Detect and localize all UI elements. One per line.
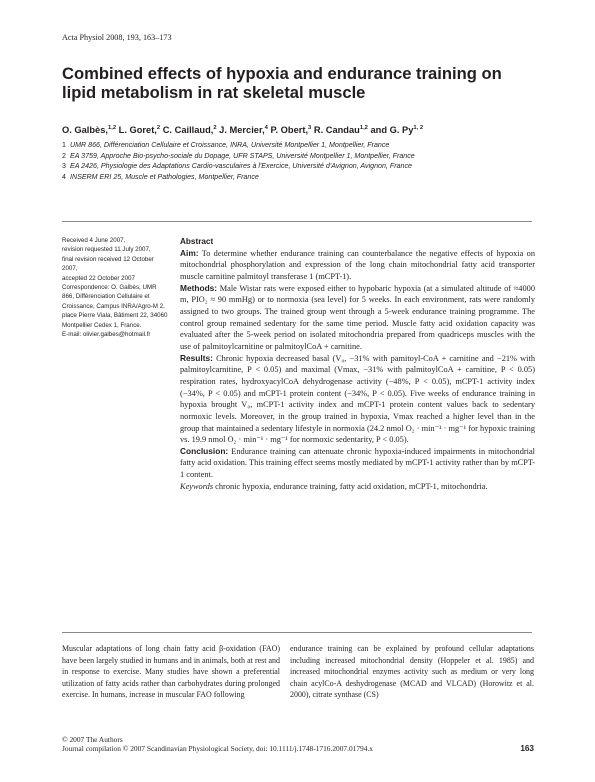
affiliation: 4 INSERM ERI 25, Muscle et Pathologies, Montpellier, France <box>62 172 259 181</box>
affiliation: 3 EA 2426, Physiologie des Adaptations Cardio-vasculaires à l'Exercice, Université d'Avignon, Avignon, France <box>62 162 412 171</box>
author-list <box>62 125 532 135</box>
abstract-conclusion: Conclusion: Endurance training can attenuate chronic hypoxia-induced impairments in mitochondrial fatty acid oxidation. This training effect seems mostly mediated by mCPT-1 activity rather than by mCPT-1 content. <box>180 445 535 480</box>
page-footer <box>62 735 534 753</box>
affiliation: 1 UMR 866, Différenciation Cellulaire et Croissance, INRA, Université Montpellier 1, Montpellier, France <box>62 141 390 149</box>
journal-compilation: Journal compilation © 2007 Scandinavian Physiological Society, doi: 10.1111/j.1748-1716.2007.01794.x <box>62 744 373 753</box>
divider <box>62 221 532 222</box>
received-date: Received 4 June 2007, <box>62 237 126 244</box>
article-history-sidebar <box>62 236 170 339</box>
abstract-heading: Abstract <box>180 237 214 246</box>
author: O. Galbès,$^{1,2}$ <box>62 125 117 135</box>
abstract <box>180 236 535 492</box>
body-column-left: Muscular adaptations of long chain fatty acid β-oxidation (FAO) have been largely studied in humans and in animals, both at rest and in response to exercise. Many studies have shown a preferential utilization of fatty acids rather than carbohydrates during prolonged exercise. In humans, increase in muscular FAO following <box>62 644 280 699</box>
abstract-aim: Aim: To determine whether endurance training can counterbalance the negative effects of hypoxia on mitochondrial phosphorylation and expression of the long chain mitochondrial fatty acid transporter muscle carnitine palmitoyl transferase 1 (mCPT-1). <box>180 247 536 281</box>
page-number: 163 <box>520 744 534 753</box>
body-column-right: endurance training can be explained by profound cellular adaptations including increased mitochondrial density (Hoppeler et al. 1985) and increased mitochondrial enzymes activity such as medium or very long chain acylCo-A deshydrogenase (MCAD and VLCAD) (Horowitz et al. 2000), citrate synthase (CS) <box>290 644 534 699</box>
author: C. Caillaud,$^2$ <box>162 125 217 135</box>
abstract-results: Results: Chronic hypoxia decreased basal (V₀, −31% with pamitoyl-CoA + carnitine and −21% with palmitoylcarnitine, P < 0.05) and maximal (Vmax, −31% with palmitoylCoA + carnitine, P < 0.05) respiration rates, hydroxyacylCoA dehydrogenase activity (−48%, P < 0.05), mCPT-1 activity index (−34%, P < 0.05) and mCPT-1 protein content (−34%, P < 0.05). Five weeks of endurance training in hypoxia brought V₀, mCPT-1 activity index and mCPT-1 protein content values back to sedentary normoxic levels. Moreover, in the group trained in hypoxia, Vmax reached a higher level than in the group that maintained a sedentary lifestyle in normoxia (24.2 nmol O₂ · min⁻¹ · mg⁻¹ for hypoxic training vs. 19.9 nmol O₂ · min⁻¹ · mg⁻¹ for normoxic sedentarity, P < 0.05). <box>180 352 535 445</box>
revision-date: revision requested 11 July 2007, <box>62 246 151 254</box>
abstract-methods: Methods: Male Wistar rats were exposed either to hypobaric hypoxia (at a simulated altitude of ≈4000 m, PIO₂ ≈ 90 mmHg) or to normoxia (sea level) for 5 weeks. In each environment, rats were randomly assigned to two groups. The trained group went through a 5-week endurance training programme. The control group remained sedentary for the same time period. Muscle fatty acid oxidation capacity was evaluated after the 5-week period on isolated mitochondria prepared from quadriceps muscles with the use of palmitoylcarnitine or palmitoylCoA + carnitine. <box>180 282 535 351</box>
affiliation-list <box>62 140 532 182</box>
author: and G. Py$^{1, 2}$ <box>370 125 424 135</box>
final-revision-date: final revision received 12 October 2007, <box>62 255 154 273</box>
accepted-date: accepted 22 October 2007 <box>62 274 135 282</box>
author: J. Mercier,$^4$ <box>219 125 268 135</box>
author: P. Obert,$^3$ <box>270 125 312 135</box>
author: R. Candau$^{1,2}$ <box>313 125 368 135</box>
abstract-keywords: Keywords chronic hypoxia, endurance training, fatty acid oxidation, mCPT-1, mitochondria. <box>180 481 488 491</box>
divider <box>62 632 532 633</box>
journal-citation: Acta Physiol 2008, 193, 163–173 <box>62 33 172 42</box>
article-title: Combined effects of hypoxia and endurance training on lipid metabolism in rat skeletal muscle <box>62 64 502 102</box>
affiliation: 2 EA 3759, Approche Bio-psycho-sociale du Dopage, UFR STAPS, Université Montpellier 1, Montpellier, France <box>62 151 415 160</box>
correspondence: Correspondence: O. Galbès, UMR 866, Différenciation Cellulaire et Croissance, Campus INRA/Agro-M 2, place Pierre Viala, Bâtiment 22, 34060 Montpellier Cedex 1, France. <box>62 284 168 329</box>
email: E-mail: olivier.galbes@hotmail.fr <box>62 331 151 339</box>
copyright: © 2007 The Authors <box>62 735 123 744</box>
author: L. Goret,$^2$ <box>118 125 161 135</box>
